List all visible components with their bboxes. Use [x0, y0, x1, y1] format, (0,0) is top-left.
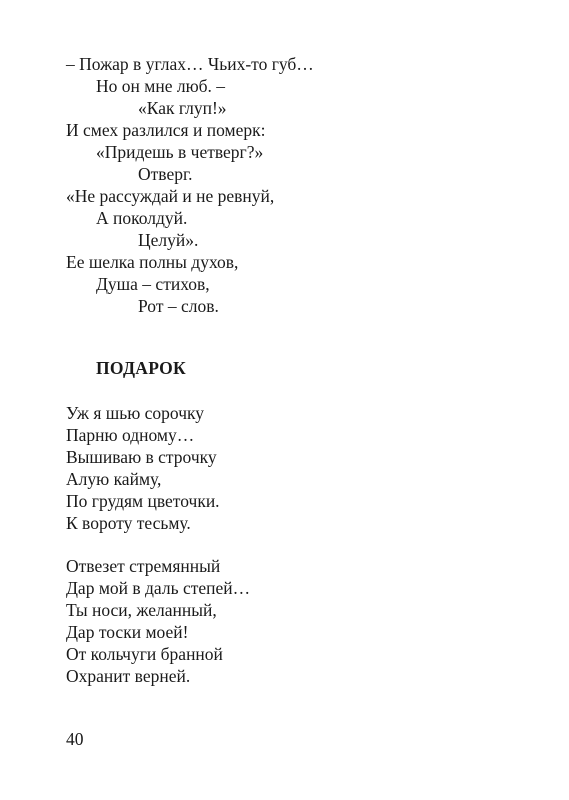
- poem-line: Охранит верней.: [66, 666, 191, 686]
- poem-line: Ее шелка полны духов,: [66, 252, 239, 272]
- poem-line: От кольчуги бранной: [66, 644, 223, 664]
- poem-line: Рот – слов.: [138, 296, 219, 316]
- poem-title: ПОДАРОК: [96, 358, 187, 378]
- poem-line: Целуй».: [138, 230, 199, 250]
- poem-line: – Пожар в углах… Чьих-то губ…: [66, 54, 314, 74]
- poem-line: По грудям цветочки.: [66, 491, 220, 511]
- page-number: 40: [66, 729, 84, 749]
- poem-line: Отверг.: [138, 164, 193, 184]
- poem-line: Алую кайму,: [66, 469, 162, 489]
- poem-line: Но он мне люб. –: [96, 76, 226, 96]
- poem-line: Душа – стихов,: [96, 274, 210, 294]
- poem-line: Отвезет стремянный: [66, 556, 221, 576]
- poem-line: Уж я шью сорочку: [66, 403, 205, 423]
- poem-line: К вороту тесьму.: [66, 513, 191, 533]
- poem-line: Вышиваю в строчку: [66, 447, 217, 467]
- poem-line: «Как глуп!»: [138, 98, 227, 118]
- poem-line: «Не рассуждай и не ревнуй,: [66, 186, 275, 206]
- poem-line: «Придешь в четверг?»: [96, 142, 264, 162]
- poem-line: Ты носи, желанный,: [66, 600, 217, 620]
- poem-line: А поколдуй.: [96, 208, 188, 228]
- poem-line: Парню одному…: [66, 425, 195, 445]
- poem-line: Дар мой в даль степей…: [66, 578, 251, 598]
- poem-line: Дар тоски моей!: [66, 622, 189, 642]
- poem-line: И смех разлился и померк:: [66, 120, 266, 140]
